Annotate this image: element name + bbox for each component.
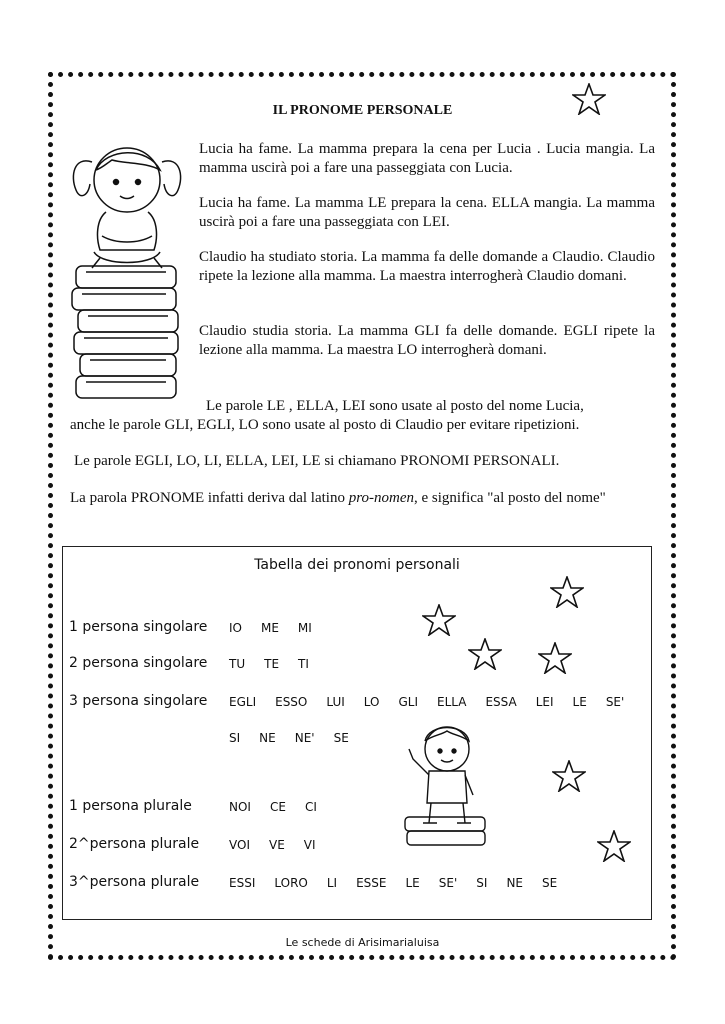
- table-row-label: 1 persona singolare: [69, 619, 208, 635]
- pronoun-gli: GLI: [414, 323, 440, 339]
- text: infatti deriva dal latino: [204, 490, 349, 506]
- table-row-words: [229, 800, 336, 814]
- pronoun: SI: [229, 731, 241, 745]
- text: La parola: [70, 490, 131, 506]
- text: .: [445, 214, 450, 230]
- text: sono usate al posto del nome Lucia,: [365, 398, 584, 414]
- pronoun: LUI: [326, 695, 345, 709]
- pronoun: SE: [333, 731, 349, 745]
- table-row-label: 1 persona plurale: [69, 798, 192, 814]
- text: si chiamano: [320, 453, 401, 469]
- table-row-label: 3^persona plurale: [69, 874, 200, 890]
- pronoun: SE: [542, 876, 558, 890]
- pronoun: TI: [298, 657, 309, 671]
- paragraph-2: [199, 194, 655, 232]
- pronoun: NE: [506, 876, 523, 890]
- table-row-words: [229, 657, 328, 671]
- text: Lucia ha fame. La mamma: [199, 195, 369, 211]
- pronoun-le: LE: [368, 195, 387, 211]
- table-title: Tabella dei pronomi personali: [254, 557, 460, 573]
- pronoun: CI: [304, 800, 317, 814]
- pronoun: EGLI: [229, 695, 257, 709]
- text: Claudio studia storia. La mamma: [199, 323, 415, 339]
- pronoun: GLI: [398, 695, 419, 709]
- pronoun: VE: [268, 838, 285, 852]
- pronoun: ESSO: [275, 695, 308, 709]
- text: Le parole: [206, 398, 267, 414]
- pronomi-personali-term: PRONOMI PERSONALI.: [400, 453, 560, 469]
- text: ripete la lezione alla mamma. La maestra: [199, 323, 655, 358]
- pronoun: LE: [405, 876, 420, 890]
- text: Le parole: [74, 453, 135, 469]
- footer-credit: Le schede di Arisimarialuisa: [285, 936, 440, 949]
- table-row-words: [229, 838, 335, 852]
- text: prepara la cena.: [386, 195, 492, 211]
- pronoun: LORO: [274, 876, 308, 890]
- pronoun: NE': [294, 731, 315, 745]
- pronoun: IO: [229, 621, 242, 635]
- pronoun: ESSE: [356, 876, 387, 890]
- text: , e significa "al posto del nome": [414, 490, 606, 506]
- pronoun: VI: [303, 838, 316, 852]
- paragraph-1: Lucia ha fame. La mamma prepara la cena per Lucia . Lucia mangia. La mamma uscirà poi a fare una passeggiata con Lucia.: [199, 141, 655, 176]
- girl-on-books-illustration: [66, 140, 188, 402]
- pronoun: LEI: [535, 695, 554, 709]
- pronoun: LI: [326, 876, 338, 890]
- table-row-words: [229, 876, 557, 890]
- pronoun: ME: [260, 621, 279, 635]
- pronoun: TE: [264, 657, 280, 671]
- pronoun-egli: EGLI: [563, 323, 598, 339]
- paragraph-5: [206, 397, 666, 416]
- pronoun: NOI: [229, 800, 251, 814]
- pronoun: NE: [259, 731, 276, 745]
- pronome-term: PRONOME: [130, 490, 205, 506]
- star-icon: [550, 576, 584, 608]
- table-row-words: [229, 695, 624, 709]
- pronoun: LO: [363, 695, 380, 709]
- text: anche le parole: [70, 417, 165, 433]
- pronoun: ESSA: [485, 695, 517, 709]
- paragraph-6: [70, 416, 670, 435]
- text: sono usate al posto di Claudio per evitare ripetizioni.: [258, 417, 580, 433]
- text: interrogherà domani.: [417, 342, 547, 358]
- pronouns-lucia: LE , ELLA, LEI: [266, 398, 366, 414]
- paragraph-7: [74, 452, 664, 471]
- table-row-label: 2^persona plurale: [69, 836, 200, 852]
- pronoun: VOI: [229, 838, 250, 852]
- star-icon: [468, 638, 502, 670]
- paragraph-4: [199, 322, 655, 360]
- text: fa delle domande.: [439, 323, 564, 339]
- star-icon: [422, 604, 456, 636]
- pronoun: MI: [297, 621, 312, 635]
- pronoun-lo: LO: [397, 342, 418, 358]
- pronoun: TU: [229, 657, 246, 671]
- table-row-label: 3 persona singolare: [69, 693, 208, 709]
- pronouns-claudio: GLI, EGLI, LO: [164, 417, 259, 433]
- pronoun-list: EGLI, LO, LI, ELLA, LEI, LE: [134, 453, 321, 469]
- pronoun: SI: [476, 876, 488, 890]
- pronoun-ella: ELLA: [491, 195, 530, 211]
- pronoun: SE': [438, 876, 458, 890]
- paragraph-8: [70, 489, 656, 508]
- paragraph-3: Claudio ha studiato storia. La mamma fa delle domande a Claudio. Claudio ripete la lezione alla mamma. La maestra interrogherà Claudio domani.: [199, 249, 655, 284]
- table-row-words: [229, 621, 331, 635]
- pronoun: SE': [605, 695, 625, 709]
- star-icon: [538, 642, 572, 674]
- table-row-words: [229, 731, 368, 745]
- page-title: IL PRONOME PERSONALE: [272, 103, 453, 118]
- table-row-label: 2 persona singolare: [69, 655, 208, 671]
- star-icon: [597, 830, 631, 862]
- star-icon: [552, 760, 586, 792]
- pronoun: ELLA: [437, 695, 467, 709]
- text: mangia. La mamma uscirà poi a fare una passeggiata con: [199, 195, 655, 230]
- pronoun: ESSI: [229, 876, 256, 890]
- boy-on-books-illustration: [399, 719, 495, 849]
- pronoun-lei: LEI: [422, 214, 446, 230]
- pronoun: CE: [269, 800, 286, 814]
- pronoun: LE: [572, 695, 587, 709]
- star-icon: [572, 83, 606, 115]
- latin-term: pro-nomen: [348, 490, 414, 506]
